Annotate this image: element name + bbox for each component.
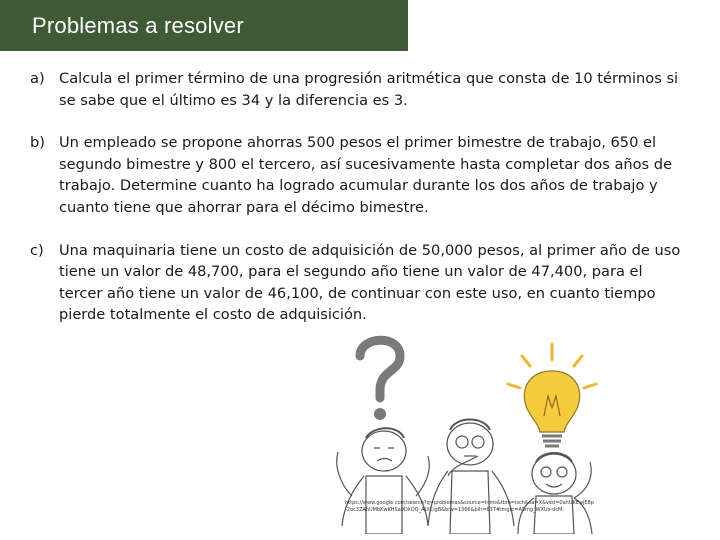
- problem-text: Calcula el primer término de una progresión aritmética que consta de 10 términos si se sabe que el último es 34 y la diferencia es 3.: [59, 70, 679, 109]
- right-figure: [518, 453, 592, 534]
- problem-b: [30, 132, 690, 218]
- slide-title: Problemas a resolver: [32, 13, 244, 38]
- problem-a: [30, 68, 690, 111]
- problem-text: Un empleado se propone ahorras 500 pesos el primer bimestre de trabajo, 650 el segundo bimestre y 800 el tercero, así sucesivamente hasta completar dos años de trabajo. Determine cuanto ha logrado acumular durante los dos años de trabajo y cuanto tiene que ahorrar para el décimo bimestre.: [59, 134, 673, 216]
- middle-figure: [428, 420, 514, 535]
- image-source-link[interactable]: https://www.google.com/search?q=problemas&source=lnms&tbm=isch&sa=X&ved=0ahUKEwjE8p-2oc3ZAhUMbKwKHSa9DkQQ_AUICigB&biw=1366&bih=637#imgrc=A9mg_WXUs-dcM:: [345, 500, 594, 514]
- problem-list: [30, 68, 690, 326]
- left-figure: [337, 428, 429, 534]
- light-bulb-icon: [508, 344, 596, 446]
- problem-c: [30, 240, 690, 326]
- problem-text: Una maquinaria tiene un costo de adquisición de 50,000 pesos, al primer año de uso tiene un valor de 48,700, para el segundo año tiene un valor de 47,400, para el tercer año tiene un valor de 46,100, de continuar con este uso, en cuanto tiempo pierde totalmente el costo de adquisición.: [59, 241, 681, 324]
- title-bar: [0, 0, 408, 51]
- question-dot-icon: [374, 408, 386, 420]
- problem-marker: b): [30, 134, 45, 152]
- problem-marker: c): [30, 241, 44, 259]
- problem-marker: a): [30, 70, 45, 87]
- question-mark-icon: [360, 340, 400, 398]
